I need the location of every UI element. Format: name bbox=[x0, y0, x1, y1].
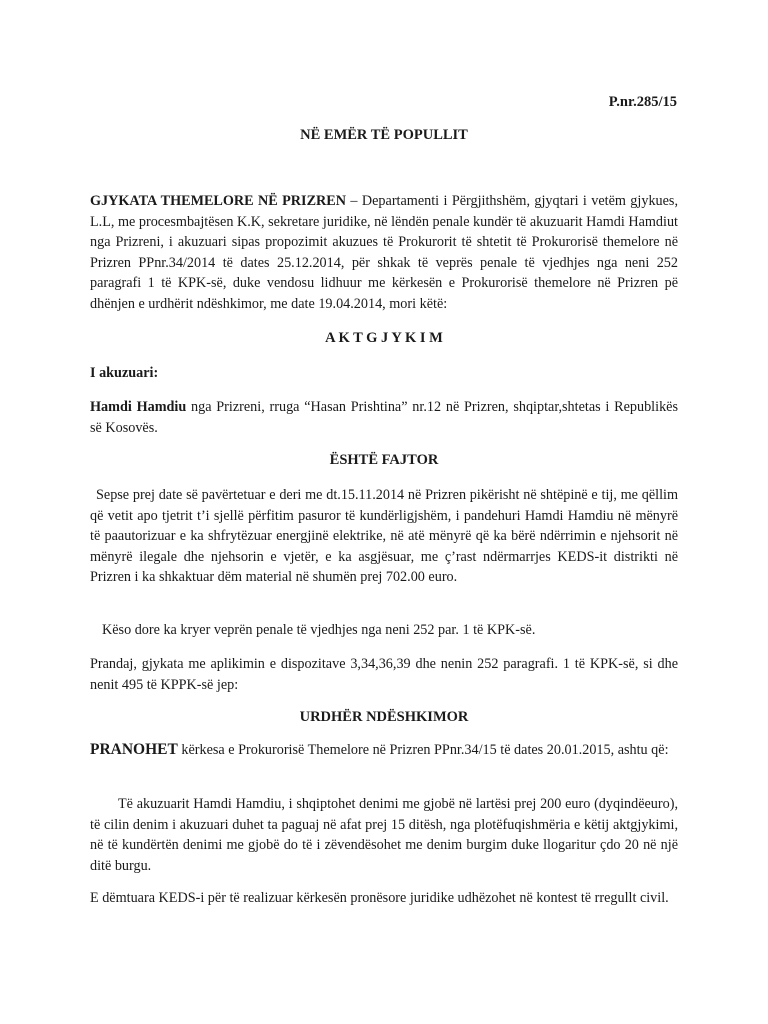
intro-text: – Departamenti i Përgjithshëm, gjyqtari i vetëm gjykues, L.L, me procesmbajtësen K.K, sekretare juridike, në lëndën penale kundër të akuzuarit Hamdi Hamdiut nga Prizreni, i akuzuari sipas propozimit akuzues të Prokurorit të shtetit të Prokurorisë themelore në Prizren PPnr.34/2014 të dates 25.12.2014, për shkak të veprës penale të vjedhjes nga neni 252 paragrafi 1 të KPK-së, duke vendosu lidhuur me kërkesën e Prokurorisë themelore në Prizren pë dhënjen e urdhërit ndëshkimor, me date 19.04.2014, mori këtë: bbox=[90, 193, 678, 312]
order-heading: URDHËR NDËSHKIMOR bbox=[299, 709, 469, 725]
accepted-keyword: PRANOHET bbox=[90, 741, 178, 758]
intro-paragraph bbox=[90, 191, 678, 314]
accepted-paragraph bbox=[90, 740, 678, 761]
sentence-paragraph: Të akuzuarit Hamdi Hamdiu, i shqiptohet denimi me gjobë në lartësi prej 200 euro (dyqindëeuro), të cilin denim i akuzuari duhet ta paguaj në afat prej 15 ditësh, nga plotëfuqishmëria e këtij aktgjykimi, në të kundërtën denimi me gjobë do të i zëvendësohet me denim burgim duke llogaritur çdo 20 në një ditë burgu. bbox=[90, 796, 678, 874]
offence-paragraph: Këso dore ka kryer veprën penale të vjedhjes nga neni 252 par. 1 të KPK-së. bbox=[102, 622, 536, 638]
accused-name: Hamdi Hamdiu bbox=[90, 399, 187, 415]
court-name: GJYKATA THEMELORE NË PRIZREN bbox=[90, 193, 346, 209]
accused-label: I akuzuari: bbox=[90, 365, 159, 381]
judgment-heading: A K T G J Y K I M bbox=[325, 330, 443, 346]
document-title: NË EMËR TË POPULLIT bbox=[300, 127, 468, 143]
accused-paragraph bbox=[90, 397, 678, 438]
civil-claim-paragraph: E dëmtuara KEDS-i për të realizuar kërkesën pronësore juridike udhëzohet në kontest të rregullt civil. bbox=[90, 890, 669, 906]
case-reference: P.nr.285/15 bbox=[608, 94, 677, 110]
verdict-heading: ËSHTË FAJTOR bbox=[329, 452, 439, 468]
facts-paragraph: Sepse prej date së pavërtetuar e deri me dt.15.11.2014 në Prizren pikërisht në shtëpinë e tij, me qëllim që vetit apo tjetrit t’i sjellë përfitim pasuror të kundërligjshëm, i pandehuri Hamdi Hamdiu në mënyrë të paautorizuar e ka shfrytëzuar energjinë elektrike, në atë mënyrë që ka bërë ndërrimin e njehsorit në mënyrë ilegale dhe njehsorin e vjetër, e ka asgjësuar, me ç’rast ndërmarrjes KEDS-it distrikti në Prizren i ka shkaktuar dëm material në shumën prej 702.00 euro. bbox=[90, 487, 678, 585]
legal-basis-paragraph: Prandaj, gjykata me aplikimin e dispozitave 3,34,36,39 dhe nenin 252 paragrafi. 1 të KPK-së, si dhe nenit 495 të KPPK-së jep: bbox=[90, 656, 678, 693]
accused-details: nga Prizreni, rruga “Hasan Prishtina” nr.12 në Prizren, shqiptar,shtetas i Republikës së Kosovës. bbox=[90, 399, 678, 436]
accepted-text: kërkesa e Prokurorisë Themelore në Prizren PPnr.34/15 të dates 20.01.2015, ashtu që: bbox=[177, 742, 669, 758]
